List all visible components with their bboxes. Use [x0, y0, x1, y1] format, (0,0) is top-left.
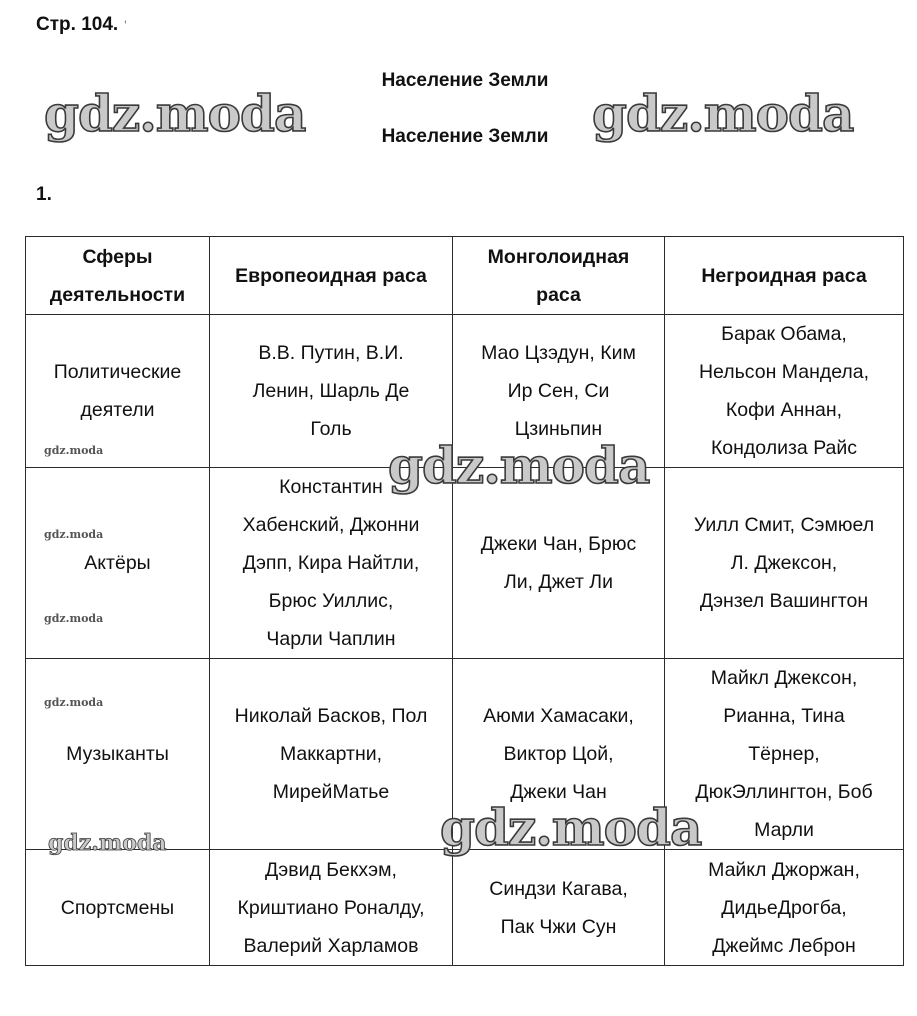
- table-cell: Барак Обама, Нельсон Мандела, Кофи Аннан, Кондолиза Райс: [665, 315, 904, 468]
- row-label-cell: Актёры: [26, 468, 210, 659]
- watermark: gdz.moda: [440, 798, 702, 857]
- watermark: gdz.moda: [48, 830, 167, 856]
- watermark: gdz.moda: [44, 696, 104, 709]
- page-number: Стр. 104. ': [36, 14, 127, 35]
- watermark: gdz.moda: [44, 444, 104, 457]
- table-cell: Синдзи Кагава, Пак Чжи Сун: [453, 850, 665, 966]
- header-cell-negroid: Негроидная раса: [665, 237, 904, 315]
- page-title: Население Земли: [381, 70, 549, 91]
- table-cell: Майкл Джоржан, ДидьеДрогба, Джеймс Леброн: [665, 850, 904, 966]
- row-label-cell: Музыканты: [26, 659, 210, 850]
- table-cell: Майкл Джексон, Рианна, Тина Тёрнер, ДюкЭллингтон, Боб Марли: [665, 659, 904, 850]
- page-subtitle: Население Земли: [381, 126, 549, 147]
- table-cell: Константин Хабенский, Джонни Дэпп, Кира Найтли, Брюс Уиллис, Чарли Чаплин: [210, 468, 453, 659]
- table-cell: Мао Цзэдун, Ким Ир Сен, Си Цзиньпин: [453, 315, 665, 468]
- header-cell-caucasoid: Европеоидная раса: [210, 237, 453, 315]
- table-row: [26, 468, 904, 659]
- table-cell: Уилл Смит, Сэмюел Л. Джексон, Дэнзел Вашингтон: [665, 468, 904, 659]
- header-cell-spheres: Сферы деятельности: [26, 237, 210, 315]
- table-cell: В.В. Путин, В.И. Ленин, Шарль Де Голь: [210, 315, 453, 468]
- table-cell: Джеки Чан, Брюс Ли, Джет Ли: [453, 468, 665, 659]
- watermark: gdz.moda: [44, 612, 104, 625]
- watermark: gdz.moda: [44, 84, 306, 143]
- watermark: gdz.moda: [44, 528, 104, 541]
- table-cell: Николай Басков, Пол Маккартни, МирейМатье: [210, 659, 453, 850]
- table-header-row: [26, 237, 904, 315]
- header-cell-mongoloid: Монголоидная раса: [453, 237, 665, 315]
- stray-mark: ': [124, 17, 127, 33]
- row-label-cell: Спортсмены: [26, 850, 210, 966]
- table-cell: Дэвид Бекхэм, Криштиано Роналду, Валерий Харламов: [210, 850, 453, 966]
- watermark: gdz.moda: [592, 84, 854, 143]
- table-row: [26, 850, 904, 966]
- task-number: 1.: [36, 184, 52, 205]
- watermark: gdz.moda: [388, 436, 650, 495]
- table-cell: Аюми Хамасаки, Виктор Цой, Джеки Чан: [453, 659, 665, 850]
- row-label-cell: Политические деятели: [26, 315, 210, 468]
